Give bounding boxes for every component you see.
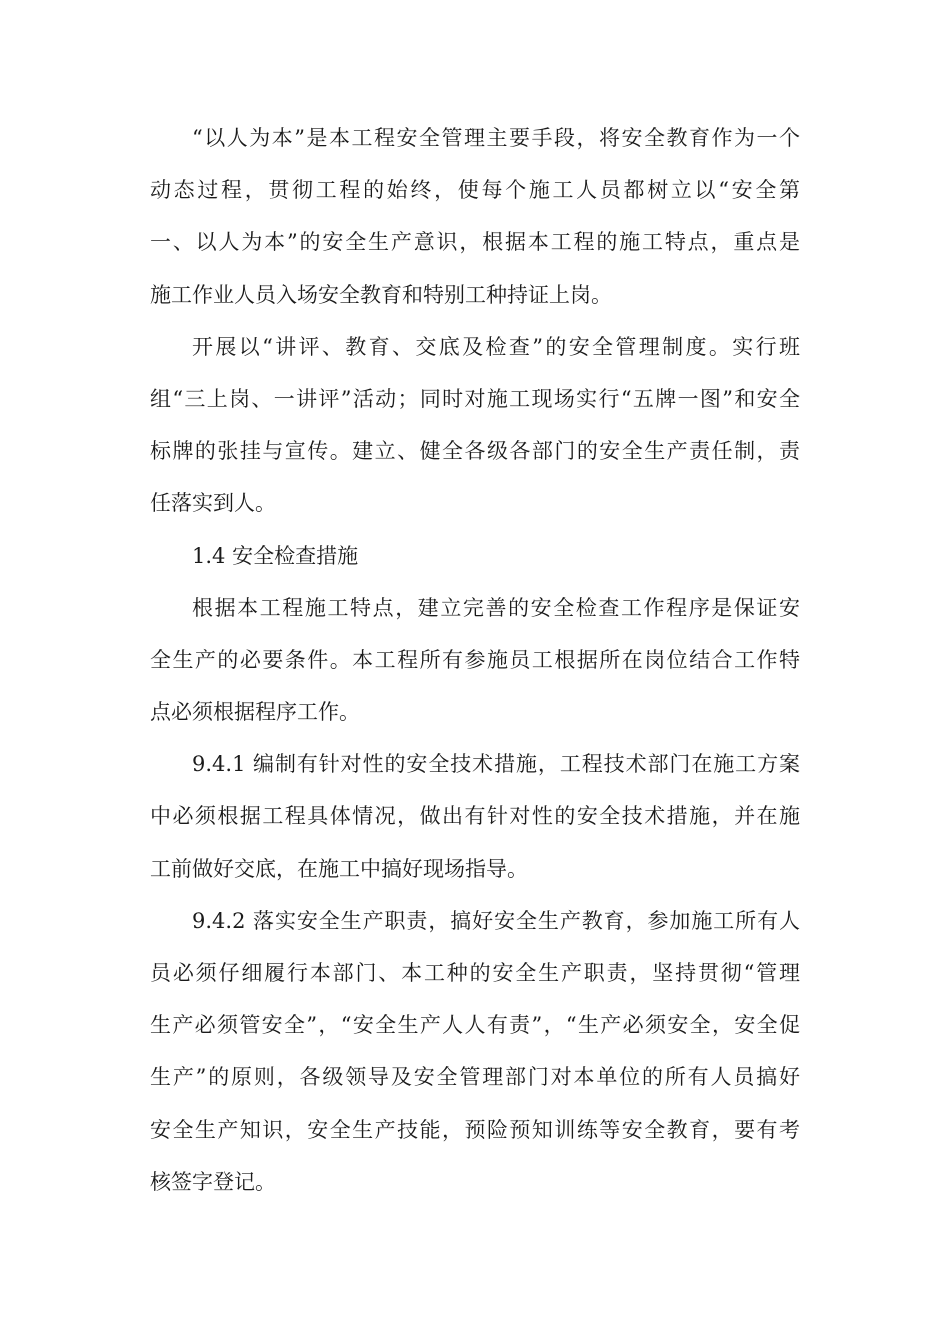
text-line: 员必须仔细履行本部门、本工种的安全生产职责，坚持贯彻“管理: [150, 961, 800, 985]
paragraph-4-line-1: [150, 738, 800, 790]
text-line: 根据本工程施工特点，建立完善的安全检查工作程序是保证安: [192, 595, 800, 620]
text-line: 任落实到人。: [150, 491, 276, 516]
text-line: 安全生产知识，安全生产技能，预险预知训练等安全教育，要有考: [150, 1117, 800, 1142]
paragraph-5-line-2: [150, 947, 800, 999]
paragraph-4-line-2: [150, 790, 800, 842]
text-line: 一、以人为本”的安全生产意识，根据本工程的施工特点，重点是: [150, 230, 800, 255]
paragraph-5-line-4: [150, 1051, 800, 1103]
text-line: 生产”的原则，各级领导及安全管理部门对本单位的所有人员搞好: [150, 1065, 800, 1090]
paragraph-3-line-2: [150, 634, 800, 686]
document-body: [150, 112, 800, 1208]
text-line: 点必须根据程序工作。: [150, 700, 360, 725]
text-line: 生产必须管安全”，“安全生产人人有责”，“生产必须安全，安全促: [150, 1013, 800, 1038]
paragraph-5-line-5: [150, 1104, 800, 1156]
text-line: 全生产的必要条件。本工程所有参施员工根据所在岗位结合工作特: [150, 647, 800, 672]
paragraph-1-line-3: [150, 216, 800, 268]
text-line: 组“三上岗、一讲评”活动；同时对施工现场实行“五牌一图”和安全: [150, 386, 800, 411]
paragraph-2-line-2: [150, 373, 800, 425]
paragraph-1-line-2: [150, 164, 800, 216]
section-heading: [150, 530, 800, 582]
text-line: 9.4.2 落实安全生产职责，搞好安全生产教育，参加施工所有人: [192, 908, 800, 933]
paragraph-2-line-1: [150, 321, 800, 373]
paragraph-4-line-3: [150, 843, 800, 895]
section-heading-text: 1.4 安全检查措施: [192, 543, 359, 568]
text-line: 9.4.1 编制有针对性的安全技术措施，工程技术部门在施工方案: [192, 752, 800, 777]
paragraph-2-line-4: [150, 477, 800, 529]
text-line: 施工作业人员入场安全教育和特别工种持证上岗。: [150, 282, 612, 307]
text-line: 标牌的张挂与宣传。建立、健全各级各部门的安全生产责任制，责: [150, 439, 800, 464]
text-line: 开展以“讲评、教育、交底及检查”的安全管理制度。实行班: [192, 334, 800, 359]
text-line: 工前做好交底，在施工中搞好现场指导。: [150, 856, 528, 881]
paragraph-5-line-1: [150, 895, 800, 947]
paragraph-1-line-4: [150, 269, 800, 321]
text-line: “以人为本”是本工程安全管理主要手段，将安全教育作为一个: [192, 126, 800, 150]
paragraph-5-line-6: [150, 1156, 800, 1208]
paragraph-1-line-1: [150, 112, 800, 164]
paragraph-5-line-3: [150, 999, 800, 1051]
paragraph-2-line-3: [150, 425, 800, 477]
text-line: 动态过程，贯彻工程的始终，使每个施工人员都树立以“安全第: [150, 178, 800, 203]
text-line: 中必须根据工程具体情况，做出有针对性的安全技术措施，并在施: [150, 804, 800, 829]
paragraph-3-line-1: [150, 582, 800, 634]
text-line: 核签字登记。: [150, 1169, 276, 1194]
paragraph-3-line-3: [150, 686, 800, 738]
